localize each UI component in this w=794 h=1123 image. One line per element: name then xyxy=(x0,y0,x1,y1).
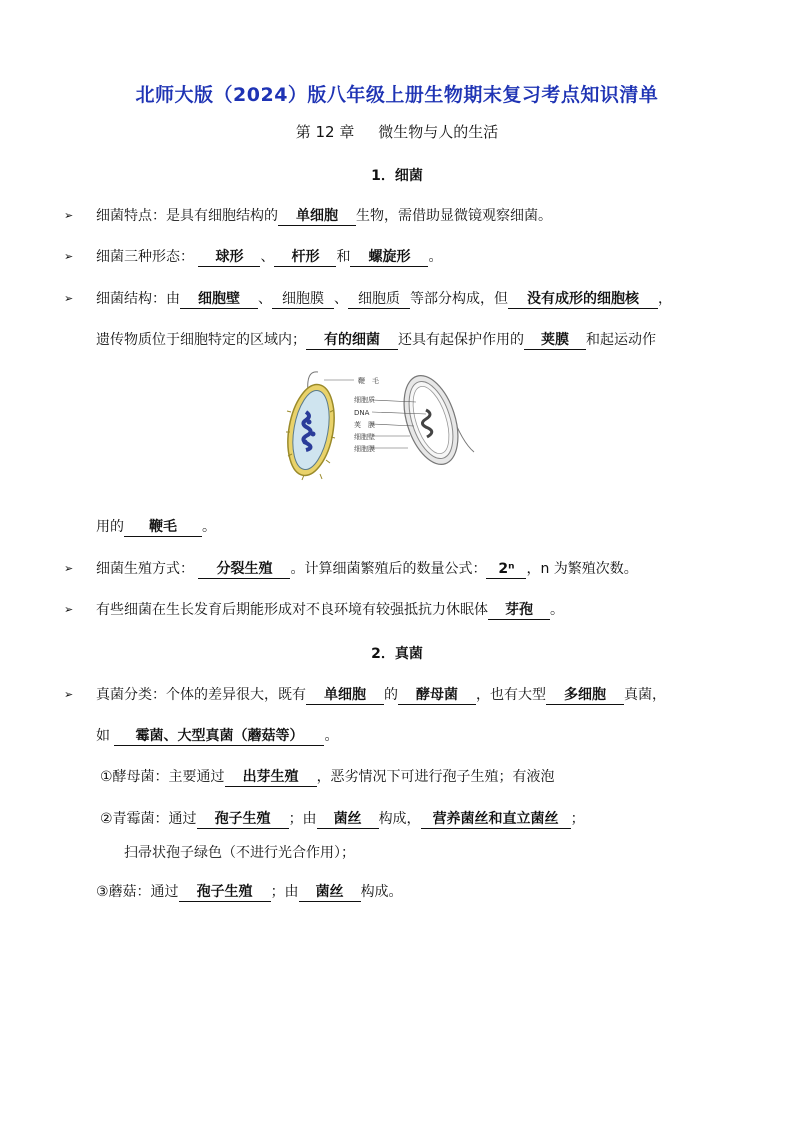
answer-blank: 没有成形的细胞核 xyxy=(508,290,658,309)
fungi-penicillium xyxy=(100,809,585,829)
answer-blank: 杆形 xyxy=(274,248,336,267)
text: 构成， xyxy=(378,811,421,827)
text: ，也有大型 xyxy=(476,687,546,703)
bacterium-diagram xyxy=(286,362,476,490)
answer-blank: 鞭毛 xyxy=(124,518,202,537)
figure-label: 细胞壁 xyxy=(354,433,375,441)
answer-blank: 螺旋形 xyxy=(350,248,428,267)
bullet-icon: ➢ xyxy=(64,209,74,222)
answer-blank: 孢子生殖 xyxy=(197,810,289,829)
text: 细菌结构：由 xyxy=(96,291,180,307)
bullet-icon: ➢ xyxy=(64,250,74,263)
fungi-penicillium-note: 扫帚状孢子绿色（不进行光合作用）； xyxy=(124,845,355,861)
fungi-classify-line2 xyxy=(96,726,338,746)
bullet-icon: ➢ xyxy=(64,292,74,305)
text: ，恶劣情况下可进行孢子生殖；有液泡 xyxy=(316,769,555,785)
answer-blank: 出芽生殖 xyxy=(225,768,317,787)
chapter-heading xyxy=(0,121,794,142)
answer-blank: 酵母菌 xyxy=(398,686,476,705)
bacteria-shapes xyxy=(96,247,442,267)
figure-label: 鞭 毛 xyxy=(358,377,379,385)
text: ；由 xyxy=(288,811,317,827)
text: 细菌特点：是具有细胞结构的 xyxy=(96,208,278,224)
text: 、 xyxy=(260,249,275,265)
text: 真菌， xyxy=(624,687,666,703)
text: ②青霉菌：通过 xyxy=(100,811,197,827)
answer-blank: 荚膜 xyxy=(524,331,586,350)
figure-label: 细胞质 xyxy=(354,396,375,404)
text: ，n 为繁殖次数。 xyxy=(526,561,638,577)
text: ①酵母菌：主要通过 xyxy=(100,769,225,785)
bacteria-reproduction xyxy=(96,559,638,579)
answer-blank: 芽孢 xyxy=(488,601,550,620)
answer-blank: 有的细菌 xyxy=(306,331,398,350)
text: 有些细菌在生长发育后期能形成对不良环境有较强抵抗力休眠体 xyxy=(96,602,488,618)
fungi-classify-line1 xyxy=(96,685,666,705)
bacteria-structure-line3 xyxy=(96,517,216,537)
answer-blank: 2ⁿ xyxy=(486,560,526,579)
answer-blank: 球形 xyxy=(198,248,260,267)
text: 构成。 xyxy=(360,884,403,900)
bullet-icon: ➢ xyxy=(64,688,74,701)
bacteria-structure-line2 xyxy=(96,330,656,350)
answer-blank: 孢子生殖 xyxy=(179,883,271,902)
answer-blank: 菌丝 xyxy=(299,883,361,902)
text: 遗传物质位于细胞特定的区域内； xyxy=(96,332,306,348)
chapter-label: 第 12 章 xyxy=(295,123,355,141)
answer-blank: 分裂生殖 xyxy=(198,560,290,579)
section-fungi-heading: 2．真菌 xyxy=(371,646,423,662)
text: ； xyxy=(570,811,585,827)
text: 等部分构成，但 xyxy=(410,291,508,307)
answer-blank: 细胞壁 xyxy=(180,290,258,309)
text: 还具有起保护作用的 xyxy=(398,332,524,348)
bacteria-traits xyxy=(96,206,552,226)
chapter-name: 微生物与人的生活 xyxy=(378,123,499,141)
fungi-yeast xyxy=(100,767,555,787)
answer-blank: 多细胞 xyxy=(546,686,624,705)
bacteria-structure-line1 xyxy=(96,289,672,309)
answer-blank: 单细胞 xyxy=(306,686,384,705)
text: ， xyxy=(658,291,672,307)
text: 。 xyxy=(550,602,564,618)
figure-label: DNA xyxy=(354,409,370,417)
text: 生物，需借助显微镜观察细菌。 xyxy=(356,208,552,224)
figure-label: 细胞膜 xyxy=(354,445,375,453)
answer-blank: 菌丝 xyxy=(317,810,379,829)
text: ；由 xyxy=(270,884,299,900)
text: 真菌分类：个体的差异很大，既有 xyxy=(96,687,306,703)
answer-blank: 细胞质 xyxy=(348,290,410,309)
text: 。 xyxy=(202,519,216,535)
page-title: 北师大版（2024）版八年级上册生物期末复习考点知识清单 xyxy=(135,84,659,106)
text: 。 xyxy=(428,249,443,265)
text: 的 xyxy=(384,687,398,703)
answer-blank: 霉菌、大型真菌（蘑菇等） xyxy=(114,727,324,746)
text: 细菌生殖方式： xyxy=(96,561,194,577)
section-bacteria-heading: 1．细菌 xyxy=(371,168,423,184)
answer-blank: 单细胞 xyxy=(278,207,356,226)
answer-blank: 营养菌丝和直立菌丝 xyxy=(421,810,571,829)
text: 和 xyxy=(336,249,351,265)
text: ③蘑菇：通过 xyxy=(96,884,179,900)
text: 。 xyxy=(324,728,339,744)
text: 细菌三种形态： xyxy=(96,249,194,265)
text: 用的 xyxy=(96,519,124,535)
text: 、 xyxy=(258,291,272,307)
bacteria-spore xyxy=(96,600,564,620)
figure-label: 荚 膜 xyxy=(354,421,375,429)
text: 和起运动作 xyxy=(586,332,656,348)
fungi-mushroom xyxy=(96,882,403,902)
text: 如 xyxy=(96,728,110,744)
bullet-icon: ➢ xyxy=(64,603,74,616)
text: 、 xyxy=(334,291,348,307)
answer-blank: 细胞膜 xyxy=(272,290,334,309)
text: 。计算细菌繁殖后的数量公式： xyxy=(290,561,487,577)
bullet-icon: ➢ xyxy=(64,562,74,575)
